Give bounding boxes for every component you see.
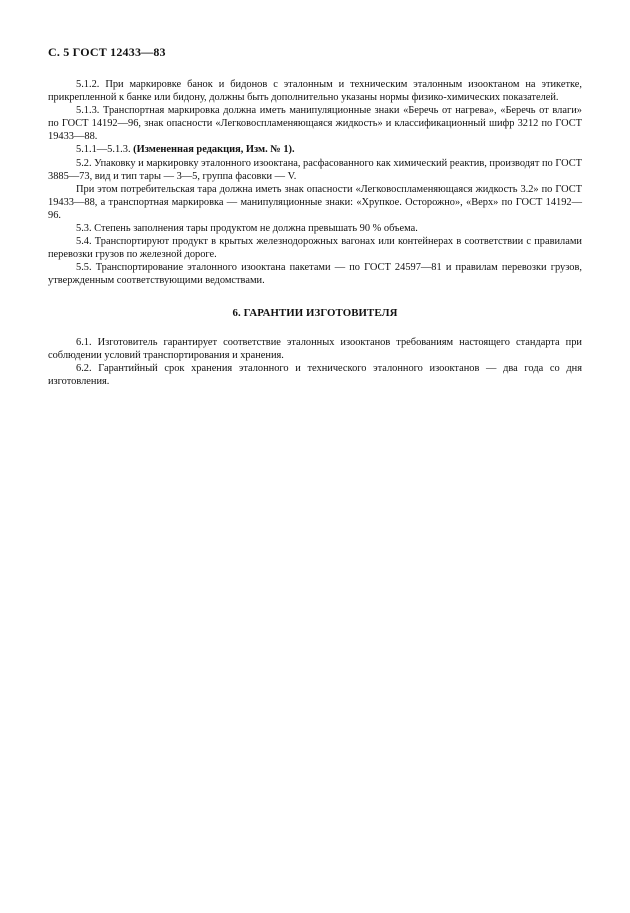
paragraph-5-2-extra: При этом потребительская тара должна иметь знак опасности «Легковоспламеняющаяся жидкость 3.2» по ГОСТ 19433—88, а транспортная маркировка — манипуляционные знаки: «Хрупкое. Осторожно», «Верх» по ГОСТ 14192—96. <box>48 183 582 221</box>
paragraph-5-1-1-amendment <box>48 143 582 156</box>
amendment-note: (Измененная редакция, Изм. № 1). <box>133 144 295 156</box>
paragraph-5-2: 5.2. Упаковку и маркировку эталонного изооктана, расфасованного как химический реактив, производят по ГОСТ 3885—73, вид и тип тары — 3—5, группа фасовки — V. <box>48 157 582 182</box>
paragraph-5-5: 5.5. Транспортирование эталонного изооктана пакетами — по ГОСТ 24597—81 и правилам перевозки грузов, утвержденным соответствующими ведомствами. <box>48 262 582 287</box>
spacer <box>48 288 582 307</box>
paragraph-5-1-3: 5.1.3. Транспортная маркировка должна иметь манипуляционные знаки «Беречь от нагрева», «Беречь от влаги» по ГОСТ 14192—96, знак опасности «Легковоспламеняющаяся жидкость» и классификационный шифр 3212 по ГОСТ 19433—88. <box>48 105 582 143</box>
page-header: С. 5 ГОСТ 12433—83 <box>48 45 166 59</box>
clause-range: 5.1.1—5.1.3. <box>76 144 131 156</box>
paragraph-5-1-2: 5.1.2. При маркировке банок и бидонов с эталонным и техническим эталонным изооктаном на этикетке, прикрепленной к банке или бидону, должны быть дополнительно указаны нормы физико-химических показателей. <box>48 79 582 104</box>
spacer <box>48 320 582 336</box>
section-heading-6: 6. ГАРАНТИИ ИЗГОТОВИТЕЛЯ <box>232 306 398 319</box>
paragraph-6-1: 6.1. Изготовитель гарантирует соответствие эталонных изооктанов требованиям настоящего стандарта при соблюдении условий транспортирования и хранения. <box>48 336 582 361</box>
paragraph-5-4: 5.4. Транспортируют продукт в крытых железнодорожных вагонах или контейнерах в соответствии с правилами перевозки грузов по железной дороге. <box>48 236 582 261</box>
paragraph-5-3: 5.3. Степень заполнения тары продуктом не должна превышать 90 % объема. <box>76 223 418 235</box>
paragraph-6-2: 6.2. Гарантийный срок хранения эталонного и технического эталонного изооктанов — два года со дня изготовления. <box>48 362 582 387</box>
document-body <box>48 78 582 388</box>
